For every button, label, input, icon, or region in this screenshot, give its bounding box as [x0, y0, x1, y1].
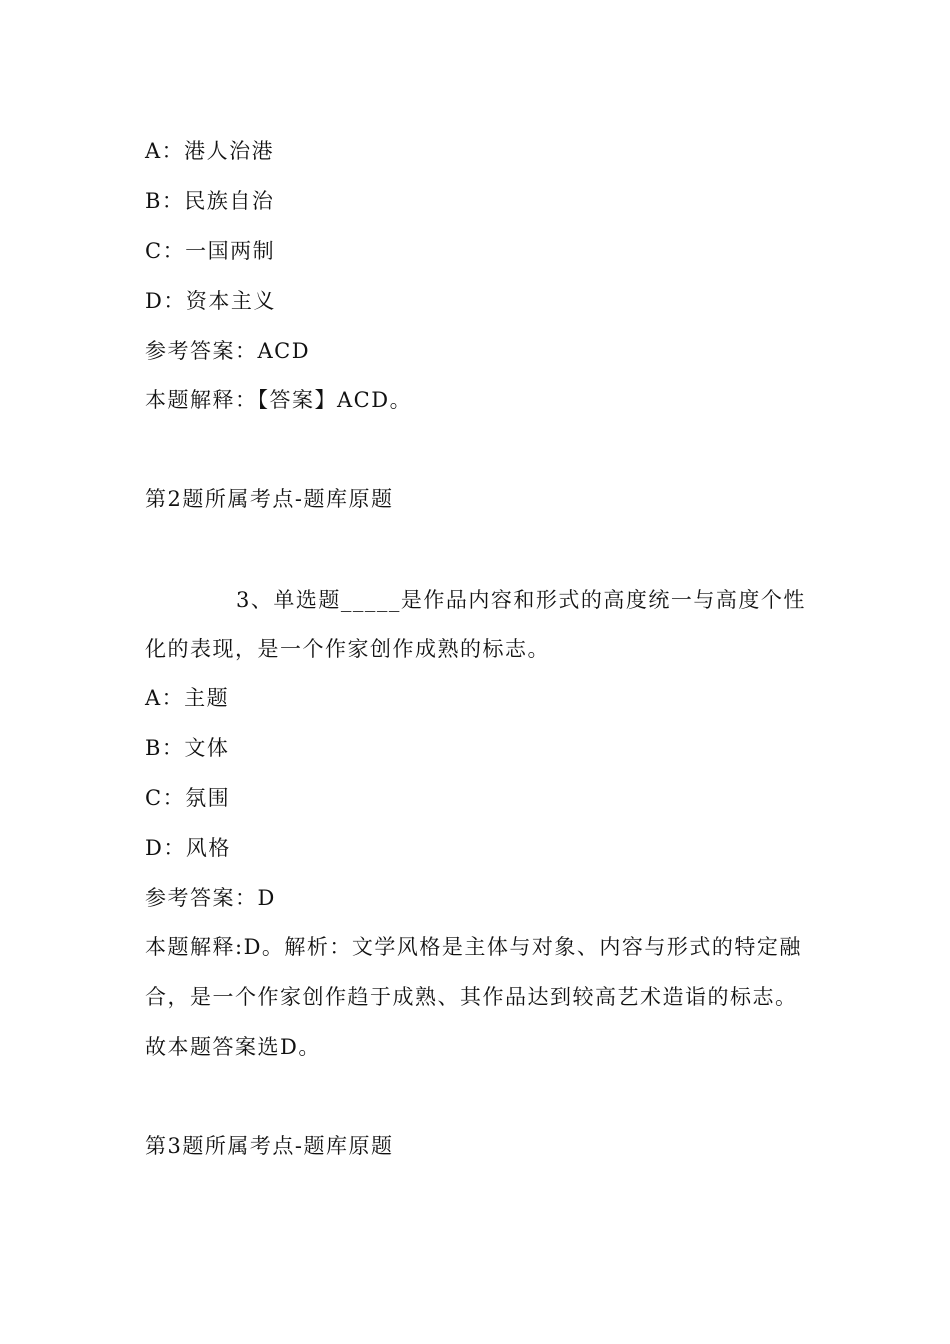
q2-answer: 参考答案：ACD	[145, 339, 311, 363]
q3-stem-line2: 化的表现，是一个作家创作成熟的标志。	[145, 637, 550, 661]
q2-option-a: A：港人治港	[145, 139, 275, 163]
q2-option-b: B：民族自治	[145, 189, 275, 213]
q3-explanation-line1: 本题解释:D。解析：文学风格是主体与对象、内容与形式的特定融	[145, 935, 802, 959]
q3-knowledge-point: 第3题所属考点-题库原题	[145, 1134, 394, 1158]
q3-explanation-line2: 合，是一个作家创作趋于成熟、其作品达到较高艺术造诣的标志。	[145, 985, 798, 1009]
q3-answer: 参考答案：D	[145, 886, 276, 910]
q3-option-d: D：风格	[145, 836, 231, 860]
q3-option-b: B：文体	[145, 736, 230, 760]
q2-option-c: C：一国两制	[145, 239, 276, 263]
q2-explanation: 本题解释：【答案】ACD。	[145, 388, 413, 412]
q2-knowledge-point: 第2题所属考点-题库原题	[145, 487, 394, 511]
q2-option-d: D：资本主义	[145, 289, 276, 313]
q3-stem-line1: 3、单选题_____是作品内容和形式的高度统一与高度个性	[236, 588, 806, 612]
q3-option-c: C：氛围	[145, 786, 231, 810]
q3-explanation-line3: 故本题答案选D。	[145, 1035, 321, 1059]
q3-option-a: A：主题	[145, 686, 230, 710]
